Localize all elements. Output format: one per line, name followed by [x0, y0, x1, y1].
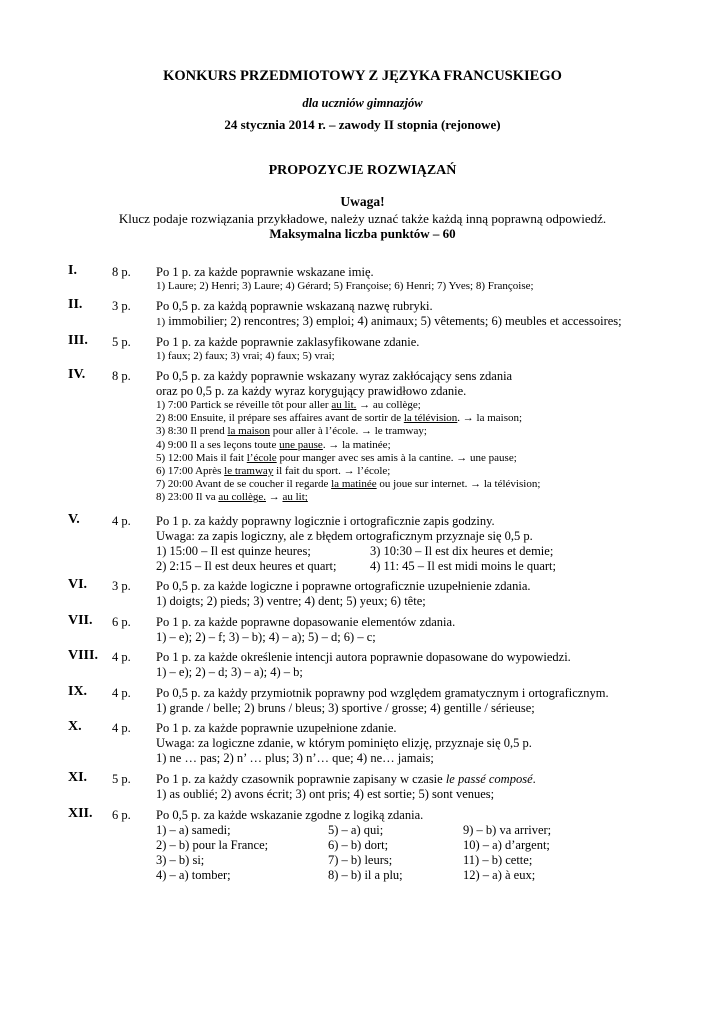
- task-answers: 1) faux; 2) faux; 3) vrai; 4) faux; 5) vrai;: [156, 350, 335, 362]
- task-answers: 1) – e); 2) – d; 3) – a); 4) – b;: [156, 665, 303, 679]
- task-points: 8 p.: [112, 265, 131, 279]
- task-number: I.: [68, 263, 77, 278]
- task-description: Po 1 p. za każde poprawnie wskazane imię.: [156, 265, 374, 279]
- task-number: VII.: [68, 613, 93, 628]
- task-answers: 1) ne … pas; 2) n’ … plus; 3) n’… que; 4) ne… jamais;: [156, 751, 434, 765]
- task-description: Po 1 p. za każdy czasownik poprawnie zapisany w czasie le passé composé.: [156, 772, 536, 786]
- task-answers: 1) – e); 2) – f; 3) – b); 4) – a); 5) – d; 6) – c;: [156, 630, 376, 644]
- task-description: Po 1 p. za każde poprawnie zaklasyfikowane zdanie.: [156, 335, 420, 349]
- task-number: XI.: [68, 770, 88, 785]
- task-number: V.: [68, 512, 80, 527]
- task-answers: 1) grande / belle; 2) bruns / bleus; 3) sportive / grosse; 4) gentille / sérieuse;: [156, 701, 535, 715]
- task-number: VIII.: [68, 648, 98, 663]
- task-points: 5 p.: [112, 772, 131, 786]
- task-note: Uwaga: za zapis logiczny, ale z błędem ortograficznym przyznaje się 0,5 p.: [156, 529, 533, 543]
- task-points: 6 p.: [112, 808, 131, 822]
- task-answers: 1) 15:00 – Il est quinze heures; 3) 10:30 – Il est dix heures et demie; 2) 2:15 – Il est deux heures et quart; 4) 11: 45 – Il est midi moins le quart;: [156, 544, 556, 573]
- list-item: 7) 20:00 Avant de se coucher il regarde la matinée ou joue sur internet. → la télévision;: [156, 478, 541, 491]
- task-description: Po 1 p. za każdy poprawny logicznie i ortograficznie zapis godziny.: [156, 514, 495, 528]
- task-number: X.: [68, 719, 82, 734]
- task-number: IV.: [68, 367, 86, 382]
- task-number: VI.: [68, 577, 88, 592]
- list-item: 3) 8:30 Il prend la maison pour aller à l’école. → le tramway;: [156, 425, 427, 438]
- document-title: KONKURS PRZEDMIOTOWY Z JĘZYKA FRANCUSKIEGO: [163, 68, 562, 84]
- task-points: 5 p.: [112, 335, 131, 349]
- task-description: Po 0,5 p. za każdy przymiotnik poprawny pod względem gramatycznym i ortograficznym.: [156, 686, 609, 700]
- list-item: 6) 17:00 Après le tramway il fait du sport. → l’école;: [156, 465, 391, 478]
- list-item: 1) 7:00 Partick se réveille tôt pour aller au lit. → au collège;: [156, 399, 421, 411]
- note-heading: Uwaga!: [340, 194, 385, 209]
- task-description: Po 1 p. za każde poprawne dopasowanie elementów zdania.: [156, 615, 456, 629]
- task-number: XII.: [68, 806, 93, 821]
- task-description: Po 0,5 p. za każde logiczne i poprawne ortograficznie uzupełnienie zdania.: [156, 579, 531, 593]
- task-number: IX.: [68, 684, 88, 699]
- task-points: 4 p.: [112, 514, 131, 528]
- task-answers: 1) immobilier; 2) rencontres; 3) emploi; 4) animaux; 5) vêtements; 6) meubles et accessoires;: [156, 314, 622, 328]
- task-description: oraz po 0,5 p. za każdy wyraz korygujący prawidłowo zdanie.: [156, 384, 467, 398]
- task-answers: 1) – a) samedi; 5) – a) qui; 9) – b) va arriver; 2) – b) pour la France; 6) – b) dort; 10) – a) d’argent; 3) – b) si; 7) – b) leurs; 11) – b) cette; 4) – a) tomber; 8) – b) il a plu; 12) – a) à eux;: [156, 823, 552, 882]
- task-points: 8 p.: [112, 369, 131, 383]
- task-points: 4 p.: [112, 650, 131, 664]
- document-subtitle: dla uczniów gimnazjów: [302, 96, 423, 110]
- task-points: 6 p.: [112, 615, 131, 629]
- task-note: Uwaga: za logiczne zdanie, w którym pominięto elizję, przyznaje się 0,5 p.: [156, 736, 532, 750]
- list-item: 8) 23:00 Il va au collège. → au lit;: [156, 491, 308, 504]
- list-item: 2) 8:00 Ensuite, il prépare ses affaires avant de sortir de la télévision. → la maison;: [156, 412, 523, 425]
- task-answers: 1) Laure; 2) Henri; 3) Laure; 4) Gérard; 5) Françoise; 6) Henri; 7) Yves; 8) Françoise;: [156, 280, 534, 292]
- task-points: 3 p.: [112, 299, 131, 313]
- task-points: 4 p.: [112, 721, 131, 735]
- document-date: 24 stycznia 2014 r. – zawody II stopnia (rejonowe): [224, 117, 501, 132]
- list-item: 5) 12:00 Mais il fait l’école pour manger avec ses amis à la cantine. → une pause;: [156, 451, 517, 464]
- task-description: Po 1 p. za każde poprawnie uzupełnione zdanie.: [156, 721, 397, 735]
- task-answers: 1) as oublié; 2) avons écrit; 3) ont pris; 4) est sortie; 5) sont venues;: [156, 787, 495, 801]
- task-points: 3 p.: [112, 579, 131, 593]
- task-number: III.: [68, 333, 88, 348]
- section-heading: PROPOZYCJE ROZWIĄZAŃ: [268, 163, 457, 178]
- max-points: Maksymalna liczba punktów – 60: [269, 226, 456, 241]
- task-number: II.: [68, 297, 83, 312]
- list-item: 4) 9:00 Il a ses leçons toute une pause. → la matinée;: [156, 438, 391, 451]
- task-description: Po 0,5 p. za każdą poprawnie wskazaną nazwę rubryki.: [156, 299, 433, 313]
- task-answers: 1) doigts; 2) pieds; 3) ventre; 4) dent; 5) yeux; 6) tête;: [156, 594, 426, 608]
- task-description: Po 1 p. za każde określenie intencji autora poprawnie dopasowane do wypowiedzi.: [156, 650, 571, 664]
- task-description: Po 0,5 p. za każde wskazanie zgodne z logiką zdania.: [156, 808, 424, 822]
- task-points: 4 p.: [112, 686, 131, 700]
- task-description: Po 0,5 p. za każdy poprawnie wskazany wyraz zakłócający sens zdania: [156, 369, 513, 383]
- note-text: Klucz podaje rozwiązania przykładowe, należy uznać także każdą inną poprawną odpowiedź.: [118, 211, 607, 226]
